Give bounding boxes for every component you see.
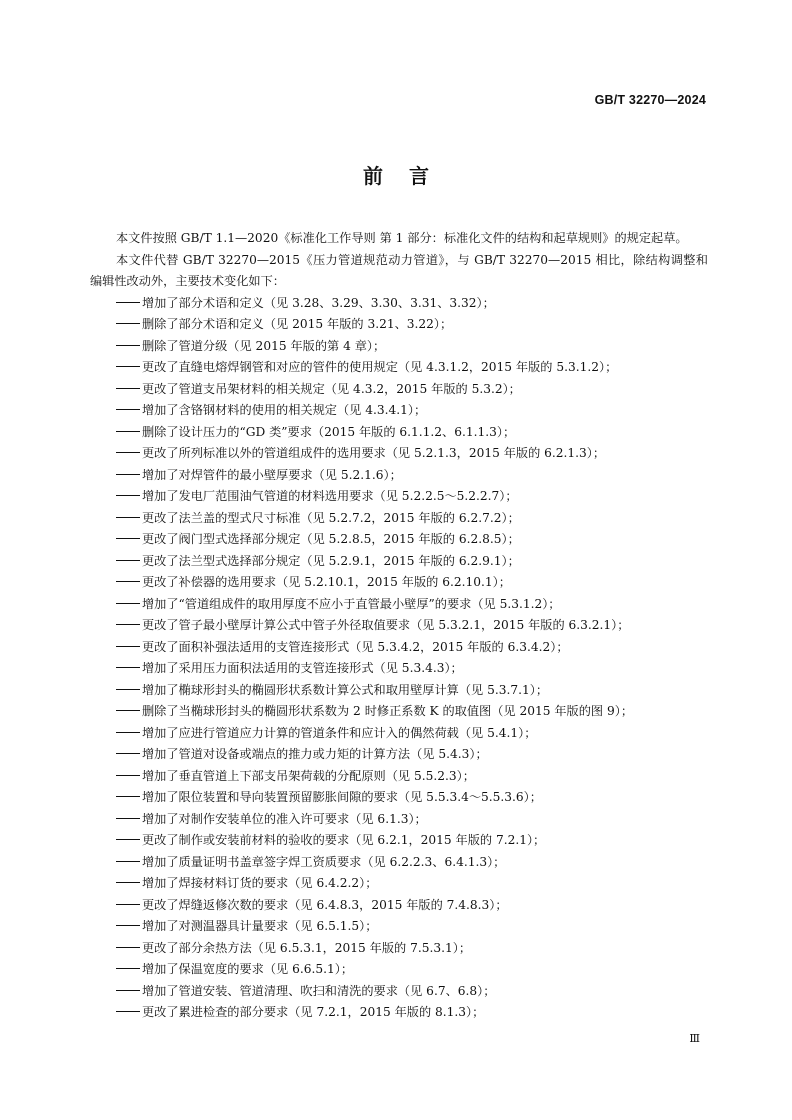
list-item-text: 增加了发电厂范围油气管道的材料选用要求（见 5.2.2.5～5.2.2.7）； [142, 489, 518, 503]
list-item [90, 400, 708, 422]
list-item [90, 357, 708, 379]
list-item [90, 572, 708, 594]
list-item [90, 508, 708, 530]
em-dash-marker [116, 474, 140, 475]
list-item [90, 959, 708, 981]
list-item-text: 增加了垂直管道上下部支吊架荷载的分配原则（见 5.5.2.3）； [142, 768, 475, 783]
list-item-text: 增加了应进行管道应力计算的管道条件和应计入的偶然荷载（见 5.4.1）； [142, 725, 537, 740]
em-dash-marker [116, 366, 140, 367]
em-dash-marker [116, 345, 140, 346]
em-dash-marker [116, 839, 140, 840]
list-item-text: 更改了面积补强法适用的支管连接形式（见 5.3.4.2，2015 年版的 6.3.4.2）； [142, 639, 569, 654]
list-item [90, 465, 708, 487]
list-item-text: 增加了对测温器具计量要求（见 6.5.1.5）； [142, 919, 378, 933]
list-item-text: 增加了限位装置和导向装置预留膨胀间隙的要求（见 5.5.3.4～5.5.3.6）； [142, 790, 542, 804]
list-item-text: 更改了法兰型式选择部分规定（见 5.2.9.1，2015 年版的 6.2.9.1）； [142, 553, 520, 568]
list-item [90, 723, 708, 745]
em-dash-marker [116, 818, 140, 819]
list-item-text: 更改了累进检查的部分要求（见 7.2.1，2015 年版的 8.1.3）； [142, 1005, 485, 1019]
list-item-text: 增加了管道安装、管道清理、吹扫和清洗的要求（见 6.7、6.8）； [142, 983, 496, 998]
list-item-text: 更改了管子最小壁厚计算公式中管子外径取值要求（见 5.3.2.1，2015 年版的 6.3.2.1）； [142, 618, 630, 632]
em-dash-marker [116, 904, 140, 905]
list-item [90, 551, 708, 573]
document-body [90, 228, 708, 1024]
list-item-text: 更改了所列标准以外的管道组成件的选用要求（见 5.2.1.3，2015 年版的 6.2.1.3）； [142, 446, 606, 460]
em-dash-marker [116, 861, 140, 862]
list-item-text: 删除了设计压力的“GD 类”要求（2015 年版的 6.1.1.2、6.1.1.3）； [142, 424, 516, 439]
list-item-text: 增加了对制作安装单位的准入许可要求（见 6.1.3）； [142, 811, 427, 826]
list-item-text: 增加了质量证明书盖章签字焊工资质要求（见 6.2.2.3、6.4.1.3）； [142, 854, 506, 869]
page-title: 前言 [363, 164, 455, 188]
list-item-text: 删除了当椭球形封头的椭圆形状系数为 2 时修正系数 K 的取值图（见 2015 年版的图 9）； [142, 704, 634, 718]
em-dash-marker [116, 624, 140, 625]
em-dash-marker [116, 431, 140, 432]
em-dash-marker [116, 689, 140, 690]
em-dash-marker [116, 517, 140, 518]
replacement-paragraph: 本文件代替 GB/T 32270—2015《压力管道规范动力管道》，与 GB/T 32270—2015 相比，除结构调整和编辑性改动外，主要技术变化如下： [90, 252, 708, 288]
em-dash-marker [116, 560, 140, 561]
list-item [90, 895, 708, 917]
list-item-text: 增加了管道对设备或端点的推力或力矩的计算方法（见 5.4.3）； [142, 747, 488, 761]
list-item [90, 379, 708, 401]
em-dash-marker [116, 452, 140, 453]
list-item [90, 658, 708, 680]
list-item-text: 更改了补偿器的选用要求（见 5.2.10.1，2015 年版的 6.2.10.1）； [142, 575, 511, 589]
list-item-text: 增加了椭球形封头的椭圆形状系数计算公式和取用壁厚计算（见 5.3.7.1）； [142, 682, 549, 697]
list-item [90, 422, 708, 444]
em-dash-marker [116, 302, 140, 303]
em-dash-marker [116, 882, 140, 883]
list-item [90, 529, 708, 551]
list-item-text: 删除了管道分级（见 2015 年版的第 4 章）； [142, 338, 386, 353]
em-dash-marker [116, 990, 140, 991]
list-item [90, 594, 708, 616]
list-item-text: 增加了保温宽度的要求（见 6.6.5.1）； [142, 962, 354, 976]
em-dash-marker [116, 710, 140, 711]
list-item-text: 更改了法兰盖的型式尺寸标准（见 5.2.7.2，2015 年版的 6.2.7.2）； [142, 510, 520, 525]
list-item-text: 更改了部分余热方法（见 6.5.3.1，2015 年版的 7.5.3.1）； [142, 940, 472, 955]
list-item-text: 删除了部分术语和定义（见 2015 年版的 3.21、3.22）； [142, 317, 453, 331]
list-item-text: 更改了阀门型式选择部分规定（见 5.2.8.5，2015 年版的 6.2.8.5）； [142, 532, 520, 546]
list-item [90, 314, 708, 336]
list-item [90, 293, 708, 315]
em-dash-marker [116, 495, 140, 496]
em-dash-marker [116, 388, 140, 389]
list-item [90, 981, 708, 1003]
em-dash-marker [116, 925, 140, 926]
em-dash-marker [116, 775, 140, 776]
list-item-text: 增加了焊接材料订货的要求（见 6.4.2.2）； [142, 876, 378, 890]
list-item-text: 更改了管道支吊架材料的相关规定（见 4.3.2，2015 年版的 5.3.2）； [142, 381, 521, 396]
intro-paragraph: 本文件按照 GB/T 1.1—2020《标准化工作导则 第 1 部分：标准化文件的结构和起草规则》的规定起草。 [116, 231, 688, 245]
em-dash-marker [116, 732, 140, 733]
em-dash-marker [116, 581, 140, 582]
list-item-text: 增加了部分术语和定义（见 3.28、3.29、3.30、3.31、3.32）； [142, 295, 495, 310]
em-dash-marker [116, 603, 140, 604]
em-dash-marker [116, 538, 140, 539]
list-item-text: 更改了焊缝返修次数的要求（见 6.4.8.3，2015 年版的 7.4.8.3）； [142, 897, 508, 912]
list-item [90, 615, 708, 637]
list-item [90, 766, 708, 788]
list-item-text: 更改了制作或安装前材料的验收的要求（见 6.2.1，2015 年版的 7.2.1）； [142, 833, 546, 847]
em-dash-marker [116, 1011, 140, 1012]
list-item [90, 680, 708, 702]
list-item-text: 增加了采用压力面积法适用的支管连接形式（见 5.3.4.3）； [142, 661, 463, 675]
list-item [90, 1002, 708, 1024]
em-dash-marker [116, 323, 140, 324]
em-dash-marker [116, 947, 140, 948]
list-item [90, 486, 708, 508]
list-item [90, 809, 708, 831]
em-dash-marker [116, 968, 140, 969]
list-item [90, 637, 708, 659]
list-item-text: 增加了“管道组成件的取用厚度不应小于直管最小壁厚”的要求（见 5.3.1.2）； [142, 596, 561, 611]
list-item-text: 更改了直缝电熔焊钢管和对应的管件的使用规定（见 4.3.1.2，2015 年版的 5.3.1.2）； [142, 360, 618, 374]
em-dash-marker [116, 796, 140, 797]
em-dash-marker [116, 753, 140, 754]
list-item-text: 增加了含铬钢材料的使用的相关规定（见 4.3.4.1）； [142, 403, 427, 417]
list-item [90, 787, 708, 809]
em-dash-marker [116, 667, 140, 668]
em-dash-marker [116, 409, 140, 410]
list-item [90, 830, 708, 852]
page-number: Ⅲ [689, 1032, 700, 1045]
list-item [90, 916, 708, 938]
list-item [90, 938, 708, 960]
technical-changes-list [90, 293, 708, 1024]
list-item-text: 增加了对焊管件的最小壁厚要求（见 5.2.1.6）； [142, 467, 402, 482]
list-item [90, 701, 708, 723]
list-item [90, 336, 708, 358]
list-item [90, 443, 708, 465]
list-item [90, 852, 708, 874]
list-item [90, 873, 708, 895]
list-item [90, 744, 708, 766]
em-dash-marker [116, 646, 140, 647]
standard-code: GB/T 32270—2024 [594, 93, 706, 107]
